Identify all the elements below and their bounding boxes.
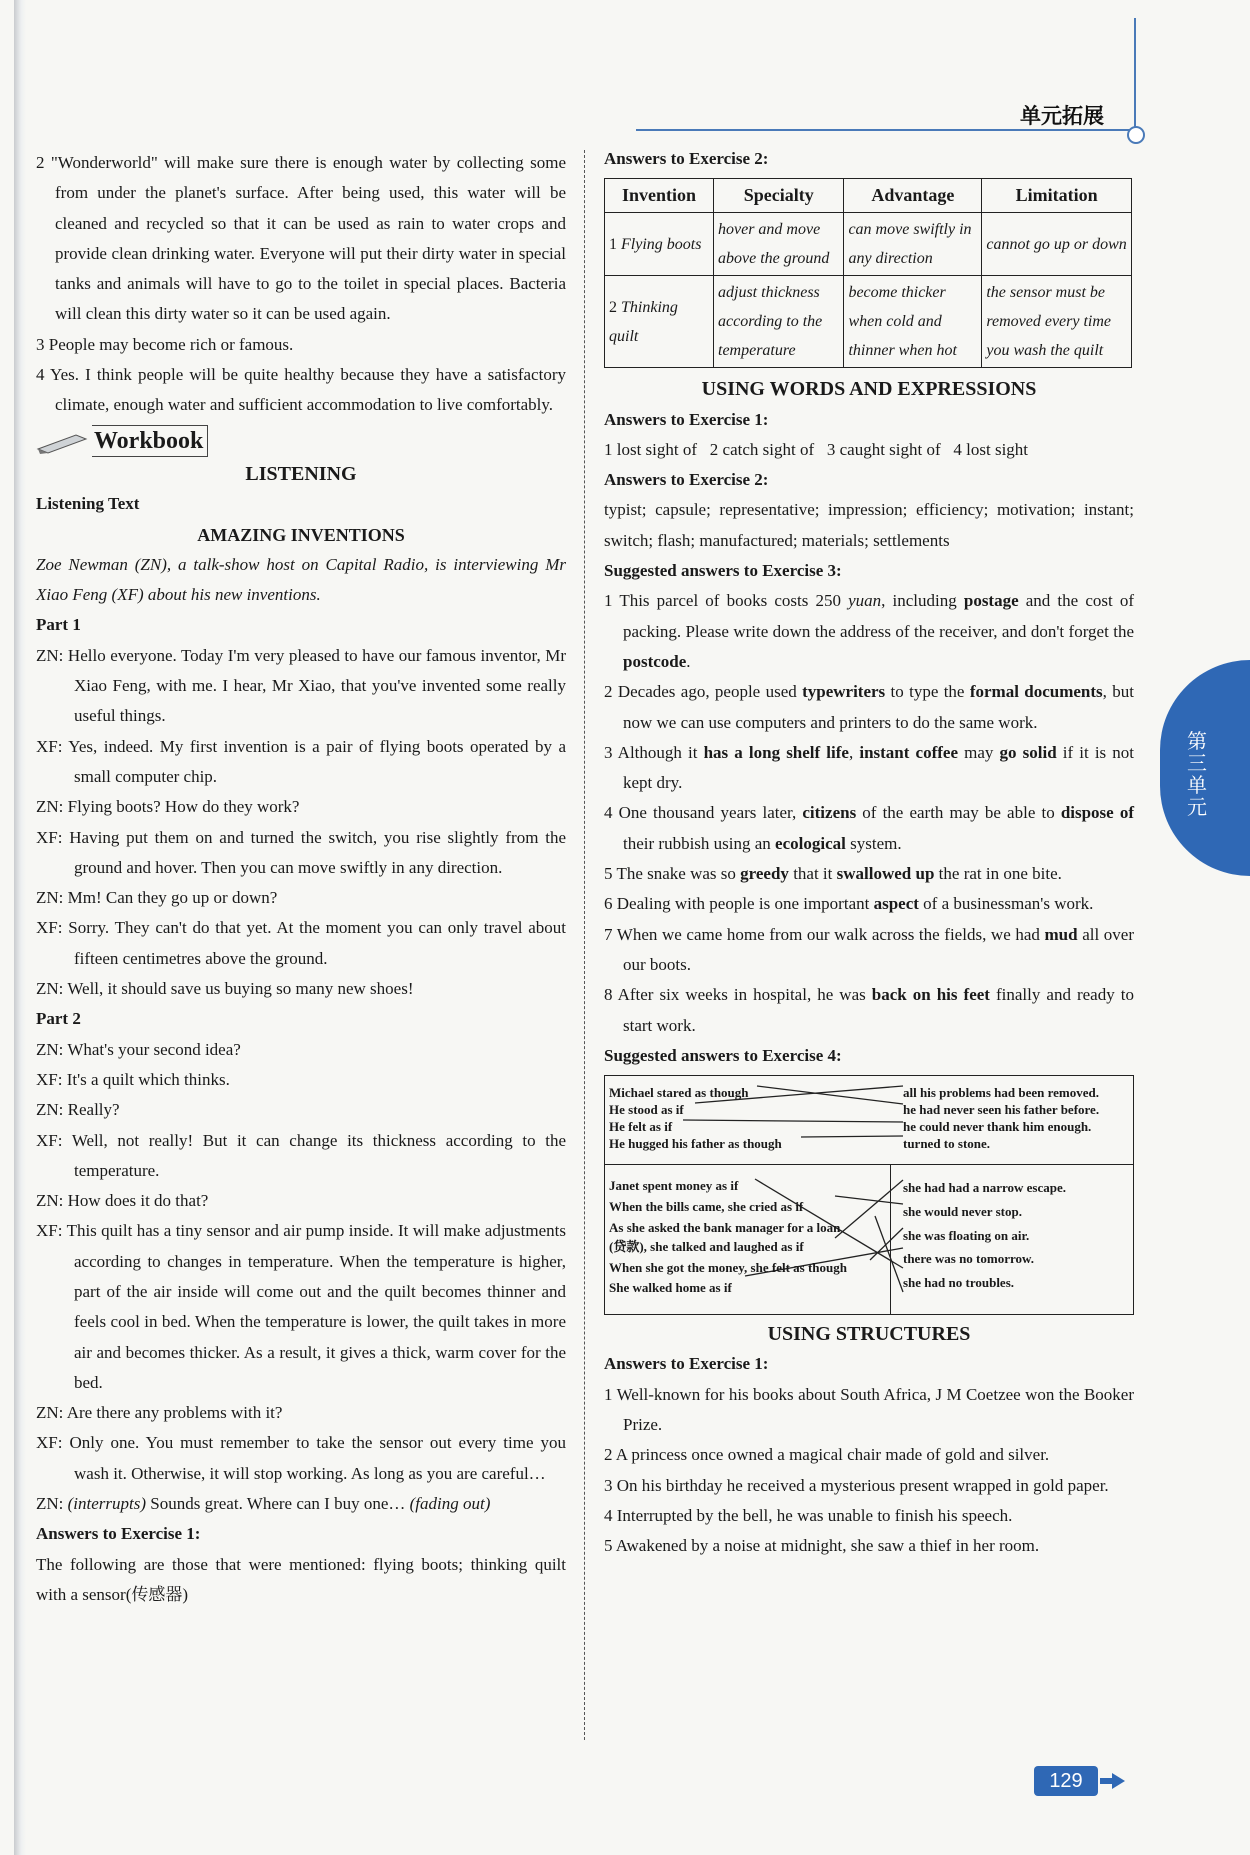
match-left: When the bills came, she cried as if <box>609 1199 804 1215</box>
exercise-item: 8 After six weeks in hospital, he was back on his feet finally and ready to start work. <box>604 985 1134 1035</box>
w-ex3-list <box>604 586 1134 1040</box>
table-header-row <box>605 179 1132 213</box>
speaker: XF: <box>36 1221 63 1241</box>
exercise-item: 5 The snake was so greedy that it swallowed up the rat in one bite. <box>604 864 1062 884</box>
matching-exercise <box>604 1075 1134 1315</box>
table-cell: can move swiftly in any direction <box>844 213 982 276</box>
line-text: Yes, indeed. My first invention is a pair of flying boots operated by a small computer chip. <box>68 736 566 786</box>
w-ex3-label: Suggested answers to Exercise 3: <box>604 561 842 581</box>
list-item <box>36 360 566 421</box>
line-text: What's your second idea? <box>67 1039 241 1059</box>
line-text: Sounds great. Where can I buy one… <box>150 1494 406 1514</box>
story-title: AMAZING INVENTIONS <box>197 524 405 545</box>
speaker: XF: <box>36 918 63 938</box>
header-bulb-icon <box>1127 126 1145 144</box>
s-ex1-list <box>604 1380 1134 1562</box>
match-left: When she got the money, she felt as though <box>609 1260 847 1276</box>
match-right: she had no troubles. <box>903 1275 1015 1291</box>
dialogue-line <box>36 1126 566 1187</box>
table-cell <box>605 213 714 276</box>
intro-text: Zoe Newman (ZN), a talk-show host on Capital Radio, is interviewing Mr Xiao Feng (XF) about his new inventions. <box>36 554 566 605</box>
match-divider <box>890 1164 891 1314</box>
structures-title: USING STRUCTURES <box>767 1323 971 1346</box>
match-right: she was floating on air. <box>903 1228 1030 1244</box>
table-cell: cannot go up or down <box>982 213 1132 276</box>
part1-label: Part 1 <box>36 615 81 635</box>
speaker: ZN: <box>36 1039 64 1059</box>
exercise-item: 2 Decades ago, people used typewriters to type the formal documents, but now we can use computers and printers to do the same work. <box>604 682 1134 732</box>
listening-text-label: Listening Text <box>36 494 140 514</box>
dialogue-line <box>36 641 566 732</box>
table-header: Limitation <box>982 179 1132 213</box>
speaker: XF: <box>36 1069 63 1089</box>
unit-label: 单元拓展 <box>1020 104 1104 128</box>
line-text: This quilt has a tiny sensor and air pump inside. It will make adjustments according to changes in temperature. When the temperature is higher, part of the air inside will come out and the quilt becomes thinner and feels cool in bed. When the temperature is lower, the quilt takes in more air and becomes thicker. As a result, it gives a thick, warm cover for the bed. <box>66 1221 566 1392</box>
book-spine-shadow <box>14 0 26 1855</box>
w-ex2-text: typist; capsule; representative; impression; efficiency; motivation; instant; switch; flash; manufactured; materials; settlements <box>604 500 1134 550</box>
w-ex2-label: Answers to Exercise 2: <box>604 470 769 490</box>
match-left: He stood as if <box>609 1102 684 1118</box>
match-right: there was no tomorrow. <box>903 1251 1034 1267</box>
match-left: He felt as if <box>609 1119 673 1135</box>
match-right: he could never thank him enough. <box>903 1119 1092 1135</box>
table-cell: hover and move above the ground <box>714 213 844 276</box>
exercise-item: 5 Awakened by a noise at midnight, she saw a thief in her room. <box>604 1536 1040 1556</box>
line-text: Having put them on and turned the switch, you rise slightly from the ground and hover. Then you can move swiftly in any direction. <box>69 827 566 877</box>
exercise-item: 7 When we came home from our walk across the fields, we had mud all over our boots. <box>604 924 1135 974</box>
dialogue-line <box>36 1398 566 1428</box>
table-header: Advantage <box>844 179 982 213</box>
line-text: Are there any problems with it? <box>66 1403 283 1423</box>
match-left: Michael stared as though <box>609 1085 749 1101</box>
page-number: 129 <box>1034 1766 1098 1796</box>
match-divider <box>605 1164 1133 1165</box>
list-item <box>36 330 566 360</box>
s-ex1-label: Answers to Exercise 1: <box>604 1354 769 1374</box>
invention-name: Thinking quilt <box>609 298 678 345</box>
line-text: Well, not really! But it can change its thickness according to the temperature. <box>71 1130 566 1180</box>
header-rule-vertical <box>1134 18 1136 128</box>
part2-dialogue <box>36 1035 566 1489</box>
row-number: 1 <box>609 235 617 253</box>
speaker: ZN: <box>36 1191 64 1211</box>
speaker: ZN: <box>36 797 64 817</box>
speaker: ZN: <box>36 1403 64 1423</box>
dialogue-line <box>36 883 566 913</box>
answers-ex1-label: Answers to Exercise 1: <box>36 1524 201 1544</box>
speaker: ZN: <box>36 1100 64 1120</box>
exercise-item: 3 Although it has a long shelf life, instant coffee may go solid if it is not kept dry. <box>604 742 1135 793</box>
match-left: She walked home as if <box>609 1280 732 1296</box>
table-cell <box>605 276 714 368</box>
part1-dialogue <box>36 641 566 1005</box>
workbook-banner <box>36 421 566 459</box>
pencil-icon <box>36 433 88 455</box>
dialogue-line <box>36 1216 566 1398</box>
speaker: ZN: <box>36 888 64 908</box>
exercise-item: 4 One thousand years later, citizens of the earth may be able to dispose of their rubbish using an ecological system. <box>604 803 1134 853</box>
exercise-item: 4 Interrupted by the bell, he was unable to finish his speech. <box>604 1505 1013 1525</box>
exercise-item: 3 On his birthday he received a mysterious present wrapped in gold paper. <box>604 1475 1109 1495</box>
speaker: XF: <box>36 1130 63 1150</box>
listening-title: LISTENING <box>245 462 357 485</box>
w-ex1-label: Answers to Exercise 1: <box>604 409 769 429</box>
dialogue-line <box>36 823 566 884</box>
row-number: 2 <box>609 298 617 316</box>
exercise-item: 6 Dealing with people is one important aspect of a businessman's work. <box>604 894 1094 914</box>
ex2-label: Answers to Exercise 2: <box>604 149 769 168</box>
exercise-item: 1 Well-known for his books about South Africa, J M Coetzee won the Booker Prize. <box>604 1384 1134 1435</box>
left-column <box>36 148 566 1610</box>
line-text: Mm! Can they go up or down? <box>67 888 278 908</box>
stage-direction: (interrupts) <box>67 1494 147 1514</box>
match-right: he had never seen his father before. <box>903 1102 1100 1118</box>
speaker: XF: <box>36 1433 63 1453</box>
side-tab-label: 第三单元 <box>1187 729 1207 819</box>
invention-name: Flying boots <box>621 235 702 253</box>
dialogue-line <box>36 732 566 793</box>
w-ex1-text: 1 lost sight of 2 catch sight of 3 caught sight of 4 lost sight <box>604 439 1029 459</box>
speaker: XF: <box>36 827 63 847</box>
table-cell: adjust thickness according to the temperature <box>714 276 844 368</box>
match-left: Janet spent money as if <box>609 1178 739 1194</box>
table-cell: the sensor must be removed every time you wash the quilt <box>982 276 1132 368</box>
line-text: Sorry. They can't do that yet. At the moment you can only travel about fifteen centimetres above the ground. <box>68 918 567 968</box>
w-ex4-label: Suggested answers to Exercise 4: <box>604 1045 842 1065</box>
words-title: USING WORDS AND EXPRESSIONS <box>701 378 1037 401</box>
item-number: 2 <box>36 153 45 172</box>
item-text: Yes. I think people will be quite healthy because they have a satisfactory climate, enough water and sufficient accommodation to live comfortably. <box>50 365 566 415</box>
workbook-label: Workbook <box>92 425 208 457</box>
speaker: XF: <box>36 736 63 756</box>
table-row <box>605 213 1132 276</box>
items-top <box>36 148 566 421</box>
table-header: Specialty <box>714 179 844 213</box>
column-divider <box>584 150 585 1740</box>
dialogue-line <box>36 1186 566 1216</box>
table-header: Invention <box>605 179 714 213</box>
answers-ex1-text: The following are those that were mentioned: flying boots; thinking quilt with a sensor(传感器) <box>36 1554 566 1604</box>
dialogue-line <box>36 974 566 1004</box>
match-right: turned to stone. <box>903 1136 991 1152</box>
match-right: she would never stop. <box>903 1204 1022 1220</box>
dialogue-line <box>36 913 566 974</box>
inventions-table <box>604 178 1132 368</box>
match-right: she had had a narrow escape. <box>903 1180 1067 1196</box>
dialogue-line <box>36 1095 566 1125</box>
stage-direction: (fading out) <box>409 1494 491 1514</box>
line-text: It's a quilt which thinks. <box>66 1069 230 1089</box>
match-left: As she asked the bank manager for a loan <box>609 1220 841 1236</box>
right-column <box>604 144 1134 1562</box>
item-text: People may become rich or famous. <box>48 334 294 354</box>
dialogue-line <box>36 1489 566 1519</box>
dialogue-line <box>36 1428 566 1489</box>
dialogue-line <box>36 792 566 822</box>
line-text: Only one. You must remember to take the sensor out every time you wash it. Otherwise, it will stop working. As long as you are careful… <box>69 1433 567 1483</box>
arrow-icon <box>1100 1772 1126 1790</box>
exercise-item: 2 A princess once owned a magical chair made of gold and silver. <box>604 1445 1050 1465</box>
line-text: Hello everyone. Today I'm very pleased to have our famous inventor, Mr Xiao Feng, with me. I hear, Mr Xiao, that you've invented some really useful things. <box>67 645 567 726</box>
match-right: all his problems had been removed. <box>903 1085 1099 1101</box>
item-number: 3 <box>36 334 45 354</box>
line-text: Really? <box>67 1100 120 1120</box>
speaker: ZN: <box>36 1494 64 1514</box>
line-text: How does it do that? <box>67 1191 209 1211</box>
speaker: ZN: <box>36 979 64 999</box>
match-left: He hugged his father as though <box>609 1136 782 1152</box>
dialogue-line <box>36 1065 566 1095</box>
exercise-item: 1 This parcel of books costs 250 yuan, including postage and the cost of packing. Please write down the address of the receiver, and don't forget the postcode. <box>604 591 1134 671</box>
table-cell: become thicker when cold and thinner when hot <box>844 276 982 368</box>
line-text: Well, it should save us buying so many new shoes! <box>67 979 414 999</box>
table-row <box>605 276 1132 368</box>
line-text: Flying boots? How do they work? <box>67 797 300 817</box>
item-text: "Wonderworld" will make sure there is enough water by collecting some from under the planet's surface. After being used, this water will be cleaned and recycled so that it can be used as rain to water crops and provide clean drinking water. Everyone will put their dirty water in special tanks and animals will have to go to the toilet in special places. Bacteria will clean this dirty water so it can be used again. <box>50 153 566 324</box>
match-left: (贷款), she talked and laughed as if <box>609 1239 804 1255</box>
speaker: ZN: <box>36 645 64 665</box>
part2-label: Part 2 <box>36 1009 81 1029</box>
item-number: 4 <box>36 365 45 385</box>
dialogue-line <box>36 1035 566 1065</box>
list-item <box>36 148 566 330</box>
